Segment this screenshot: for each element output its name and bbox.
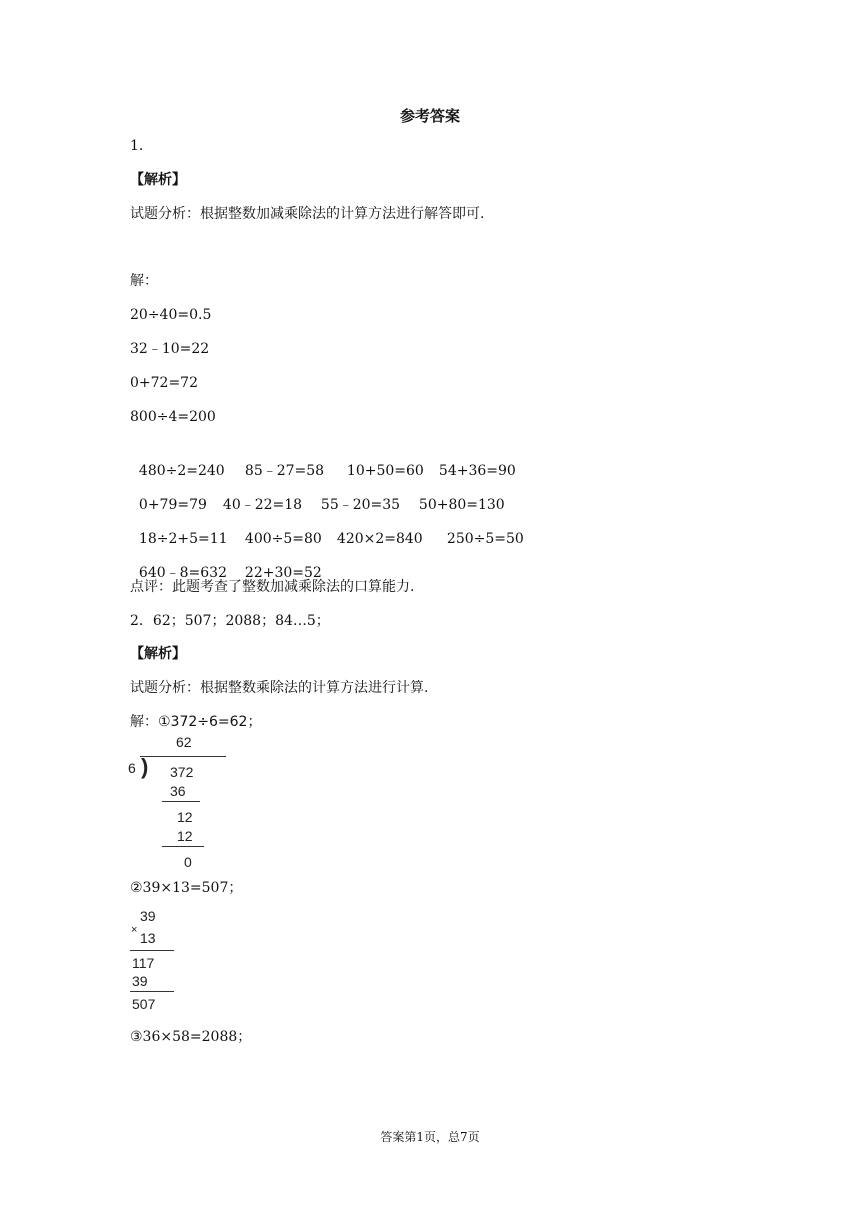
q1-cell: 0+79=79	[138, 497, 207, 513]
question-1-number: 1．	[130, 138, 153, 154]
q2-analysis-text: 试题分析：根据整数乘除法的计算方法进行计算.	[130, 680, 429, 696]
q1-cell: 18÷2+5=11	[138, 531, 228, 547]
q1-cell: 480÷2=240	[138, 463, 225, 479]
mult-bottom-number: 13	[140, 930, 156, 946]
q1-cell: 420×2=840	[336, 531, 423, 547]
q1-analysis-text: 试题分析：根据整数加减乘除法的计算方法进行解答即可.	[130, 206, 485, 222]
q2-analysis-tag: 【解析】	[130, 646, 186, 662]
division-bracket: )	[141, 754, 149, 779]
mult-sign: ×	[131, 924, 138, 936]
q1-line: 0+72=72	[130, 375, 198, 391]
q1-line: 32﹣10=22	[130, 341, 210, 357]
mult-partial: 39	[132, 973, 148, 989]
q1-line: 800÷4=200	[130, 409, 216, 425]
q1-cell: 640﹣8=632	[138, 565, 227, 581]
division-dividend: 372	[170, 764, 194, 780]
division-remainder: 0	[184, 854, 192, 870]
q1-cell: 55﹣20=35	[320, 497, 401, 513]
division-rule	[162, 846, 204, 847]
multiplication-figure	[128, 908, 188, 1013]
q1-cell: 250÷5=50	[446, 531, 524, 547]
division-bracket-line	[140, 756, 226, 757]
division-rule	[162, 801, 200, 802]
page-title: 参考答案	[399, 107, 460, 125]
long-division-figure	[128, 730, 228, 870]
page-footer: 答案第1页，总7页	[380, 1130, 480, 1144]
mult-partial: 117	[132, 955, 155, 971]
mult-top-number: 39	[140, 908, 156, 924]
q1-analysis-tag: 【解析】	[130, 172, 186, 188]
q1-cell: 22+30=52	[244, 565, 322, 581]
q1-cell: 40﹣22=18	[222, 497, 303, 513]
q1-line: 20÷40=0.5	[130, 307, 212, 323]
mult-rule	[130, 950, 174, 951]
q2-step-2: ②39×13=507；	[130, 880, 243, 896]
q1-cell: 85﹣27=58	[244, 463, 325, 479]
question-2-header: 2．62；507；2088；84…5；	[130, 613, 330, 629]
q2-step-1: 解：①372÷6=62；	[130, 714, 262, 730]
division-step: 12	[177, 809, 193, 825]
division-divisor: 6	[128, 760, 136, 776]
q1-cell: 10+50=60	[346, 463, 424, 479]
q1-solve-label: 解：	[130, 273, 158, 289]
division-step: 12	[177, 828, 193, 844]
q1-cell: 400÷5=80	[244, 531, 322, 547]
q1-cell: 50+80=130	[418, 497, 505, 513]
division-step: 36	[170, 783, 186, 799]
q1-comment: 点评：此题考查了整数加减乘除法的口算能力.	[130, 579, 415, 595]
mult-rule	[130, 991, 174, 992]
q1-cell: 54+36=90	[438, 463, 516, 479]
mult-result: 507	[132, 996, 156, 1012]
q2-step-3: ③36×58=2088；	[130, 1029, 252, 1045]
division-quotient: 62	[176, 734, 192, 750]
